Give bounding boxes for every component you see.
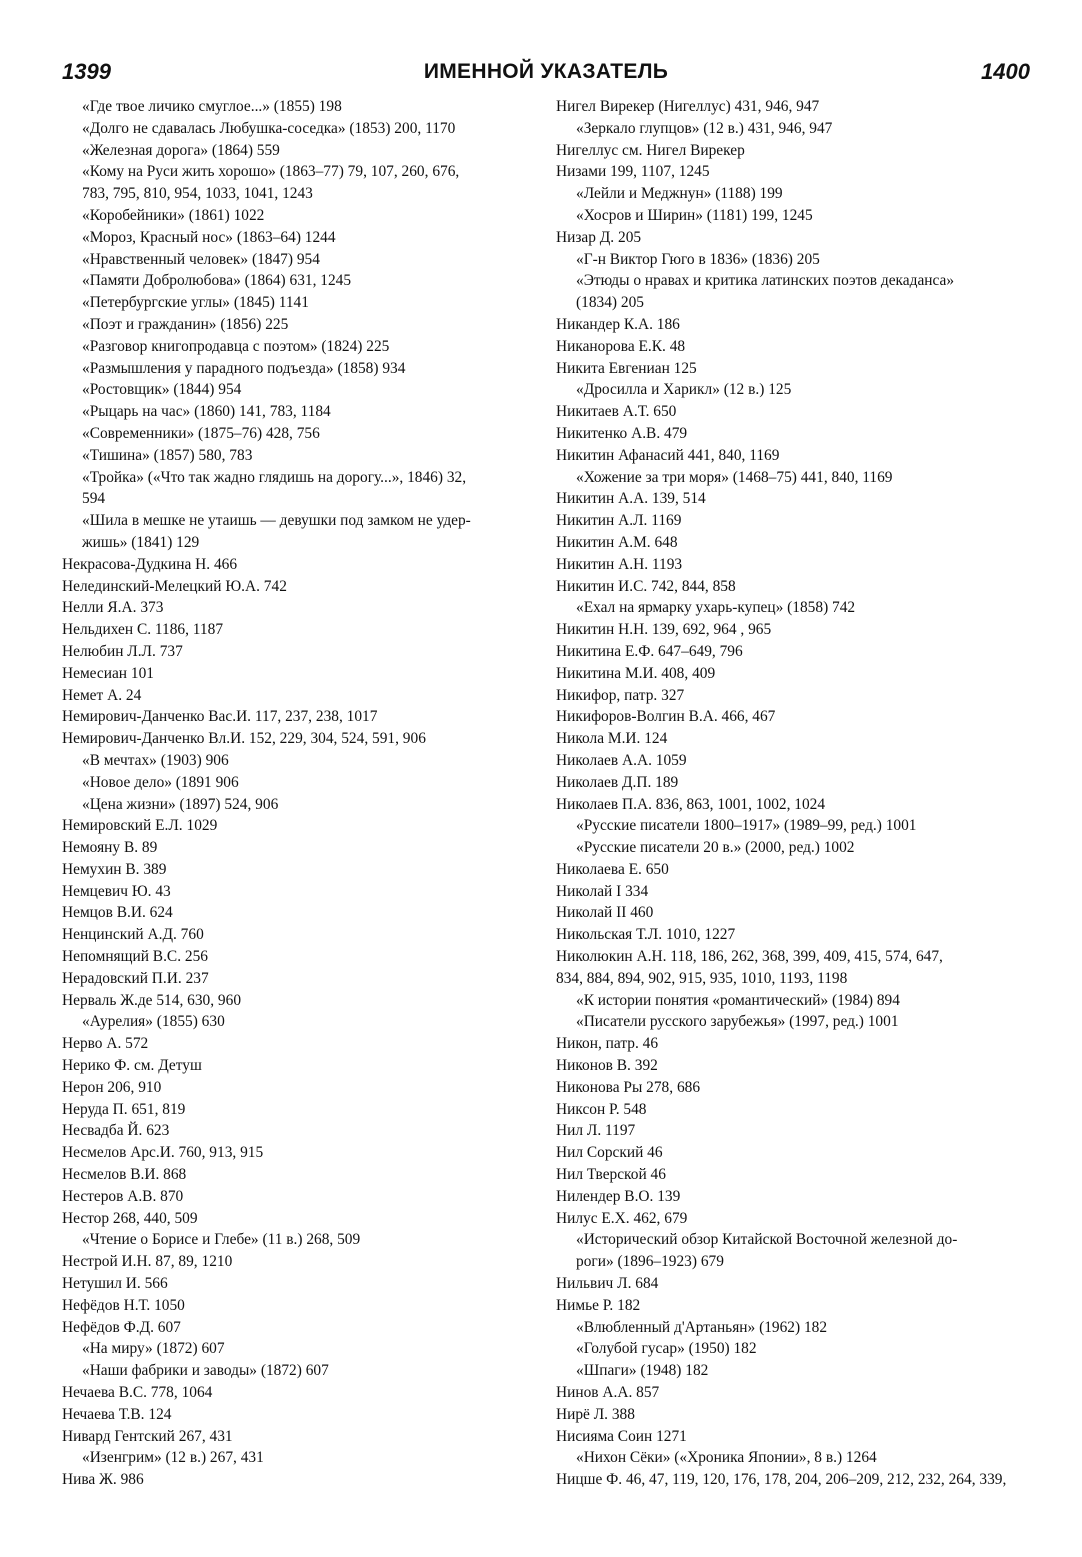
entry-line: 594 [82,490,106,508]
entry-line: Немирович-Данченко Вас.И. 117, 237, 238, 1017 [62,708,378,726]
entry-line: 783, 795, 810, 954, 1033, 1041, 1243 [82,185,313,203]
entry-line: Низар Д. 205 [556,228,642,246]
index-entry [556,1404,1034,1426]
entry-line: «Кому на Руси жить хорошо» (1863–77) 79, 107, 260, 676, [82,163,460,181]
entry-line: Нильвич Л. 684 [556,1275,659,1293]
index-entry [556,750,1034,772]
entry-line: Нимье Р. 182 [556,1296,641,1314]
entry-line: роги» (1896–1923) 679 [576,1253,724,1271]
right-page-number: 1400 [981,59,1030,84]
entry-line: «Цена жизни» (1897) 524, 906 [82,795,279,813]
index-entry [556,794,1034,816]
index-entry [62,1120,532,1142]
entry-line: Нерон 206, 910 [62,1078,162,1096]
entry-line: Нерико Ф. см. Детуш [62,1057,202,1075]
entry-line: Ницше Ф. 46, 47, 119, 120, 176, 178, 204, 206–209, 212, 232, 264, 339, [556,1471,1007,1489]
entry-line: «Чтение о Борисе и Глебе» (11 в.) 268, 509 [82,1231,361,1249]
entry-line: Нелли Я.А. 373 [62,599,164,617]
entry-line: Несмелов Арс.И. 760, 913, 915 [62,1144,264,1162]
entry-line: «Тишина» (1857) 580, 783 [82,446,253,464]
index-entry [556,401,1034,423]
entry-line: «К истории понятия «романтический» (1984) 894 [576,991,900,1009]
index-entry [556,902,1034,924]
index-subentry [556,1338,1034,1360]
entry-line: Нигеллус см. Нигел Вирекер [556,141,745,159]
entry-line: «Дросилла и Харикл» (12 в.) 125 [576,381,792,399]
index-entry [62,1142,532,1164]
index-subentry [62,96,532,118]
index-entry [556,314,1034,336]
entry-line: Никитина М.И. 408, 409 [556,664,716,682]
index-subentry [62,401,532,423]
index-entry [62,902,532,924]
index-entry [556,706,1034,728]
entry-line: «Памяти Добролюбова» (1864) 631, 1245 [82,272,352,290]
entry-line: «Лейли и Меджнун» (1188) 199 [576,185,783,203]
left-index-column [62,96,532,1491]
index-subentry [62,205,532,227]
index-entry [62,1382,532,1404]
entry-line: Нил Тверской 46 [556,1166,666,1184]
entry-line: Никитин А.А. 139, 514 [556,490,706,508]
index-subentry [556,205,1034,227]
index-subentry [62,227,532,249]
entry-line: «Влюбленный д'Артаньян» (1962) 182 [576,1318,828,1336]
index-entry [556,685,1034,707]
entry-line: Нестрой И.Н. 87, 89, 1210 [62,1253,233,1271]
entry-line: Нил Сорский 46 [556,1144,663,1162]
entry-line: Николай II 460 [556,904,654,922]
index-entry [556,1164,1034,1186]
entry-line: «Русские писатели 20 в.» (2000, ред.) 1002 [576,839,855,857]
index-entry [62,619,532,641]
index-subentry [556,467,1034,489]
entry-line: Никитин А.Н. 1193 [556,555,683,573]
index-entry [556,161,1034,183]
index-subentry [62,140,532,162]
index-entry [556,423,1034,445]
index-entry [62,685,532,707]
entry-line: Никифоров-Волгин В.А. 466, 467 [556,708,776,726]
index-entry [556,1273,1034,1295]
index-entry [556,1469,1034,1491]
index-subentry [62,118,532,140]
index-entry [62,1404,532,1426]
page-header [62,58,1030,88]
entry-line: «Рыцарь на час» (1860) 141, 783, 1184 [82,403,331,421]
entry-line: Нельдихен С. 1186, 1187 [62,621,224,639]
index-entry [556,1142,1034,1164]
index-entry [556,924,1034,946]
entry-line: (1834) 205 [576,294,644,312]
entry-line: «Исторический обзор Китайской Восточной железной до- [576,1231,958,1249]
entry-line: Нилендер В.О. 139 [556,1187,681,1205]
entry-line: Никитаев А.Т. 650 [556,403,677,421]
entry-line: «Русские писатели 1800–1917» (1989–99, ред.) 1001 [576,817,917,835]
entry-line: Никонова Ры 278, 686 [556,1078,701,1096]
index-entry [556,1382,1034,1404]
index-subentry [556,1360,1034,1382]
entry-line: Николаев Д.П. 189 [556,773,679,791]
right-index-column [556,96,1034,1491]
index-subentry [62,1011,532,1033]
entry-line: «Хосров и Ширин» (1181) 199, 1245 [576,206,813,224]
entry-line: Николаев П.А. 836, 863, 1001, 1002, 1024 [556,795,826,813]
index-subentry [62,750,532,772]
left-page-number: 1399 [62,59,111,84]
index-entry [62,1273,532,1295]
index-entry [556,510,1034,532]
entry-line: Никанорова Е.К. 48 [556,337,686,355]
index-entry [62,641,532,663]
index-entry [556,619,1034,641]
entry-line: жишь» (1841) 129 [82,533,200,551]
entry-line: «В мечтах» (1903) 906 [82,751,229,769]
entry-line: Никитина Е.Ф. 647–649, 796 [556,642,743,660]
index-entry [62,576,532,598]
entry-line: «Современники» (1875–76) 428, 756 [82,424,320,442]
entry-line: Никон, патр. 46 [556,1035,659,1053]
index-entry [62,946,532,968]
entry-line: «Зеркало глупцов» (12 в.) 431, 946, 947 [576,119,833,137]
entry-line: «Этюды о нравах и критика латинских поэтов декаданса» [576,272,955,290]
index-entry [556,663,1034,685]
entry-line: Нерадовский П.И. 237 [62,969,209,987]
index-entry [62,1317,532,1339]
entry-line: «Петербургские углы» (1845) 1141 [82,294,309,312]
entry-line: Несмелов В.И. 868 [62,1166,187,1184]
index-subentry [62,445,532,467]
entry-line: Николай I 334 [556,882,649,900]
entry-line: «Мороз, Красный нос» (1863–64) 1244 [82,228,336,246]
index-entry [62,1164,532,1186]
entry-line: «Шила в мешке не утаишь — девушки под замком не удер- [82,512,471,530]
index-entry [62,968,532,990]
entry-line: Немцевич Ю. 43 [62,882,171,900]
entry-line: Нелединский-Мелецкий Ю.А. 742 [62,577,287,595]
index-entry [556,1099,1034,1121]
entry-line: «На миру» (1872) 607 [82,1340,225,1358]
index-entry [556,1120,1034,1142]
entry-line: «Железная дорога» (1864) 559 [82,141,280,159]
entry-line: Нелюбин Л.Л. 737 [62,642,183,660]
index-entry [556,946,1034,990]
entry-line: Никитин А.М. 648 [556,533,678,551]
entry-line: Неруда П. 651, 819 [62,1100,186,1118]
entry-line: Нигел Вирекер (Нигеллус) 431, 946, 947 [556,98,820,115]
index-entry [62,859,532,881]
index-entry [62,706,532,728]
index-entry [556,881,1034,903]
index-entry [62,728,532,750]
index-subentry [62,510,532,554]
entry-line: Нечаева В.С. 778, 1064 [62,1384,213,1402]
entry-line: «Наши фабрики и заводы» (1872) 607 [82,1362,329,1380]
entry-line: Непомнящий В.С. 256 [62,948,208,966]
index-entry [556,1186,1034,1208]
entry-line: «Писатели русского зарубежья» (1997, ред.) 1001 [576,1013,899,1031]
index-entry [556,728,1034,750]
index-entry [62,990,532,1012]
index-entry [62,663,532,685]
index-entry [556,859,1034,881]
index-subentry [62,1447,532,1469]
entry-line: Никитенко А.В. 479 [556,424,688,442]
entry-line: «Где твое личико смуглое...» (1855) 198 [82,98,342,115]
entry-line: Никифор, патр. 327 [556,686,685,704]
entry-line: «Аурелия» (1855) 630 [82,1013,225,1031]
index-subentry [62,467,532,511]
index-subentry [556,118,1034,140]
entry-line: «Нравственный человек» (1847) 954 [82,250,320,268]
index-subentry [62,314,532,336]
index-entry [62,1055,532,1077]
index-entry [556,445,1034,467]
entry-line: Немояну В. 89 [62,839,158,857]
entry-line: «Разговор книгопродавца с поэтом» (1824) 225 [82,337,390,355]
entry-line: «Ехал на ярмарку ухарь-купец» (1858) 742 [576,599,856,617]
index-entry [62,1186,532,1208]
entry-line: Никита Евгениан 125 [556,359,697,377]
index-subentry [62,161,532,205]
index-subentry [556,1229,1034,1273]
entry-line: «Новое дело» (1891 906 [82,773,239,791]
index-entry [556,488,1034,510]
index-entry [62,597,532,619]
index-subentry [556,837,1034,859]
index-subentry [556,597,1034,619]
index-entry [556,1055,1034,1077]
entry-line: «Изенгрим» (12 в.) 267, 431 [82,1449,264,1467]
index-entry [556,358,1034,380]
index-subentry [556,1317,1034,1339]
index-subentry [62,1229,532,1251]
index-entry [556,1033,1034,1055]
entry-line: «Долго не сдавалась Любушка-соседка» (1853) 200, 1170 [82,119,456,137]
index-subentry [62,794,532,816]
index-subentry [556,379,1034,401]
entry-line: Немет А. 24 [62,686,142,704]
index-entry [556,1208,1034,1230]
index-subentry [62,423,532,445]
index-subentry [62,292,532,314]
entry-line: Нефёдов Ф.Д. 607 [62,1318,181,1336]
entry-line: «Тройка» («Что так жадно глядишь на дорогу...», 1846) 32, [82,468,467,486]
index-subentry [556,183,1034,205]
entry-line: Никонов В. 392 [556,1057,658,1075]
entry-line: «Хожение за три моря» (1468–75) 441, 840, 1169 [576,468,893,486]
index-subentry [62,358,532,380]
entry-line: Никандер К.А. 186 [556,315,680,333]
entry-line: Нефёдов Н.Т. 1050 [62,1296,185,1314]
entry-line: Немировский Е.Л. 1029 [62,817,218,835]
entry-line: Николаев А.А. 1059 [556,751,687,769]
index-entry [62,924,532,946]
entry-line: Николаева Е. 650 [556,860,669,878]
entry-line: «Нихон Сёки» («Хроника Японии», 8 в.) 1264 [576,1449,877,1467]
index-entry [62,1295,532,1317]
index-entry [556,576,1034,598]
entry-line: Нилус Е.Х. 462, 679 [556,1209,688,1227]
index-subentry [62,249,532,271]
entry-line: Никитин Афанасий 441, 840, 1169 [556,446,780,464]
index-entry [556,532,1034,554]
entry-line: Несвадба Й. 623 [62,1122,170,1140]
index-subentry [62,1360,532,1382]
entry-line: «Шпаги» (1948) 182 [576,1362,709,1380]
entry-line: Нинов А.А. 857 [556,1384,660,1402]
entry-line: Нечаева Т.В. 124 [62,1405,172,1423]
entry-line: «Голубой гусар» (1950) 182 [576,1340,757,1358]
index-entry [556,554,1034,576]
index-entry [62,1077,532,1099]
entry-line: Нил Л. 1197 [556,1122,636,1140]
index-subentry [62,270,532,292]
entry-line: Некрасова-Дудкина Н. 466 [62,555,238,573]
index-entry [62,1251,532,1273]
entry-line: Нестор 268, 440, 509 [62,1209,198,1227]
index-entry [62,554,532,576]
index-entry [556,96,1034,118]
index-subentry [556,990,1034,1012]
entry-line: Никсон Р. 548 [556,1100,647,1118]
entry-line: Нетушил И. 566 [62,1275,168,1293]
index-entry [62,1033,532,1055]
index-entry [62,815,532,837]
index-entry [62,1469,532,1491]
entry-line: «Г-н Виктор Гюго в 1836» (1836) 205 [576,250,820,268]
index-subentry [556,1011,1034,1033]
index-entry [556,227,1034,249]
index-subentry [62,379,532,401]
index-entry [556,772,1034,794]
index-subentry [556,815,1034,837]
entry-line: Никитин А.Л. 1169 [556,512,682,530]
index-entry [62,837,532,859]
index-subentry [62,1338,532,1360]
entry-line: Нирё Л. 388 [556,1405,635,1423]
index-entry [556,336,1034,358]
entry-line: «Размышления у парадного подъезда» (1858) 934 [82,359,406,377]
entry-line: Ненцинский А.Д. 760 [62,926,204,944]
index-subentry [556,249,1034,271]
index-entry [62,1426,532,1448]
entry-line: Низами 199, 1107, 1245 [556,163,710,181]
entry-line: Немирович-Данченко Вл.И. 152, 229, 304, 524, 591, 906 [62,730,426,748]
entry-line: Никольская Т.Л. 1010, 1227 [556,926,736,944]
entry-line: Нивард Гентский 267, 431 [62,1427,233,1445]
index-entry [556,140,1034,162]
entry-line: Нива Ж. 986 [62,1471,144,1489]
entry-line: Николюкин А.Н. 118, 186, 262, 368, 399, 409, 415, 574, 647, [556,948,943,966]
index-subentry [556,270,1034,314]
running-title: ИМЕННОЙ УКАЗАТЕЛЬ [423,60,669,83]
index-entry [62,881,532,903]
entry-line: «Поэт и гражданин» (1856) 225 [82,315,289,333]
entry-line: Никитин Н.Н. 139, 692, 964 , 965 [556,621,772,639]
entry-line: Никола М.И. 124 [556,730,668,748]
index-entry [556,1077,1034,1099]
entry-line: Немухин В. 389 [62,860,167,878]
index-subentry [62,336,532,358]
entry-line: Никитин И.С. 742, 844, 858 [556,577,736,595]
index-entry [62,1208,532,1230]
entry-line: Нерво А. 572 [62,1035,149,1053]
index-subentry [556,1447,1034,1469]
index-entry [556,1426,1034,1448]
entry-line: Нерваль Ж.де 514, 630, 960 [62,991,242,1009]
entry-line: Нестеров А.В. 870 [62,1187,184,1205]
index-entry [556,1295,1034,1317]
index-entry [62,1099,532,1121]
entry-line: «Ростовщик» (1844) 954 [82,381,242,399]
entry-line: 834, 884, 894, 902, 915, 935, 1010, 1193, 1198 [556,969,848,987]
index-entry [556,641,1034,663]
index-subentry [62,772,532,794]
entry-line: Нисияма Соин 1271 [556,1427,687,1445]
entry-line: «Коробейники» (1861) 1022 [82,206,265,224]
entry-line: Немесиан 101 [62,664,154,682]
entry-line: Немцов В.И. 624 [62,904,173,922]
